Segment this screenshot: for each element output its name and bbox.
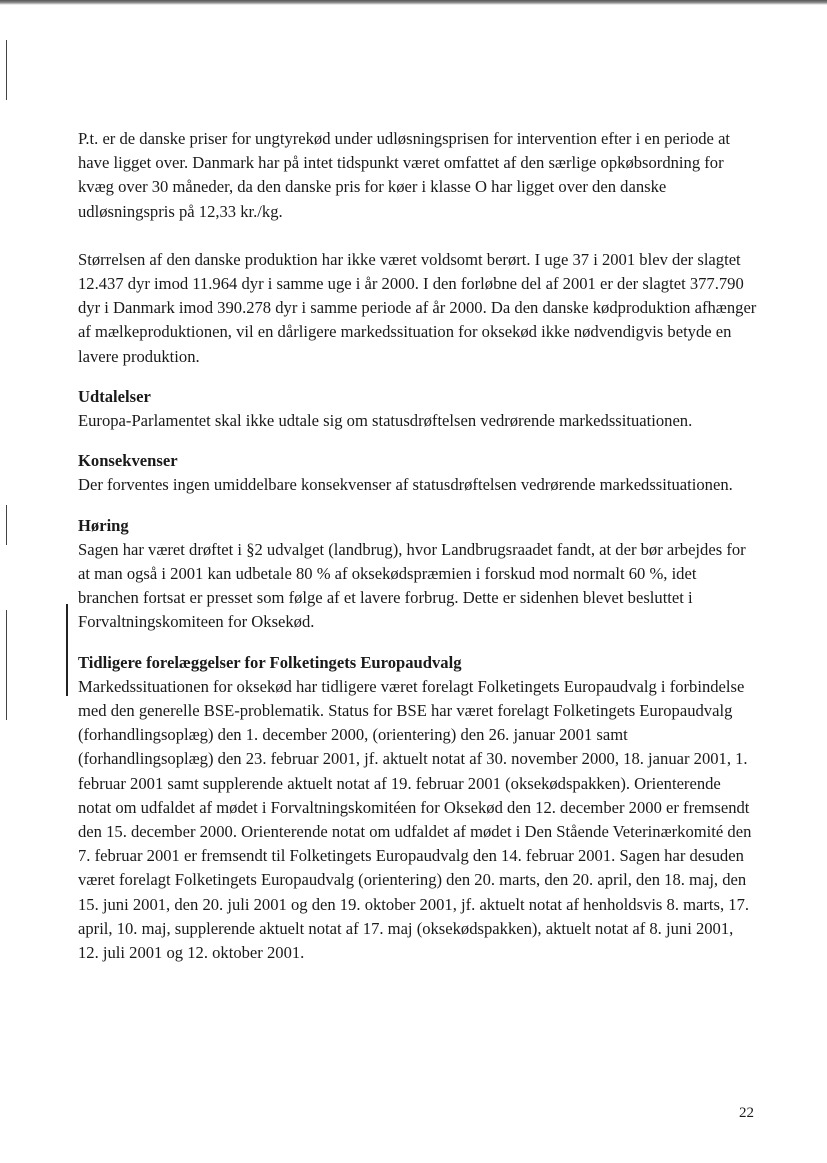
section-body-tidligere: Markedssituationen for oksekød har tidligere været forelagt Folketingets Europaudvalg i forbindelse med den generelle BSE-problematik. Status for BSE har været forelagt Folketingets Europaudvalg (forhandlingsoplæg) den 1. december 2000, (orientering) den 26. januar 2001 samt (forhandlingsoplæg) den 23. februar 2001, jf. aktuelt notat af 30. november 2000, 18. januar 2001, 1. februar 2001 samt supplerende aktuelt notat af 19. februar 2001 (oksekødspakken). Orienterende notat om udfaldet af mødet i Forvaltningskomitéen for Oksekød den 12. december 2000 er fremsendt den 15. december 2000. Orienterende notat om udfaldet af mødet i Den Stående Veterinærkomité den 7. februar 2001 er fremsendt til Folketingets Europaudvalg den 14. februar 2001. Sagen har desuden været forelagt Folketingets Europaudvalg (orientering) den 20. marts, den 20. april, den 18. maj, den 15. juni 2001, den 20. juli 2001 og den 19. oktober 2001, jf. aktuelt notat af henholdsvis 8. marts, 17. april, 10. maj, supplerende aktuelt notat af 17. maj (oksekødspakken), aktuelt notat af 8. juni 2001, 12. juli 2001 og 12. oktober 2001.: [78, 676, 752, 963]
paragraph-production: Størrelsen af den danske produktion har ikke været voldsomt berørt. I uge 37 i 2001 blev der slagtet 12.437 dyr imod 11.964 dyr i samme uge i år 2000. I den forløbne del af 2001 er der slagtet 377.790 dyr i Danmark imod 390.278 dyr i samme periode af år 2000. Da den danske kødproduktion afhænger af mælkeproduktionen, vil en dårligere markedssituation for oksekød ikke nødvendigvis betyde en lavere produktion.: [78, 249, 757, 366]
revision-bar: [66, 604, 68, 696]
section-heading-konsekvenser: Konsekvenser: [78, 451, 178, 471]
section-body-udtalelser: Europa-Parlamentet skal ikke udtale sig om statusdrøftelsen vedrørende markedssituationen.: [78, 411, 693, 431]
page-number: 22: [739, 1105, 754, 1121]
scan-margin-mark: [6, 505, 7, 545]
section-heading-tidligere: Tidligere forelæggelser for Folketingets Europaudvalg: [78, 652, 462, 672]
section-body-hoering: Sagen har været drøftet i §2 udvalget (landbrug), hvor Landbrugsraadet fandt, at der bør arbejdes for at man også i 2001 kan udbetale 80 % af oksekødspræmien i forskud mod normalt 60 %, idet branchen fortsat er presset som følge af et lavere forbrug. Dette er sidenhen blevet besluttet i Forvaltningskomiteen for Oksekød.: [78, 539, 746, 632]
document-body: [78, 127, 758, 965]
section-heading-hoering: Høring: [78, 515, 129, 535]
paragraph-prices: P.t. er de danske priser for ungtyrekød under udløsningsprisen for intervention efter i en periode at have ligget over. Danmark har på intet tidspunkt været omfattet af den særlige opkøbsordning for kvæg over 30 måneder, da den danske pris for køer i klasse O har ligget over den danske udløsningspris på 12,33 kr./kg.: [78, 129, 731, 221]
scan-margin-mark: [6, 40, 7, 100]
section-heading-udtalelser: Udtalelser: [78, 386, 151, 406]
scan-margin-mark: [6, 610, 7, 720]
scan-edge: [0, 0, 827, 5]
section-body-konsekvenser: Der forventes ingen umiddelbare konsekvenser af statusdrøftelsen vedrørende markedssituationen.: [78, 475, 733, 495]
